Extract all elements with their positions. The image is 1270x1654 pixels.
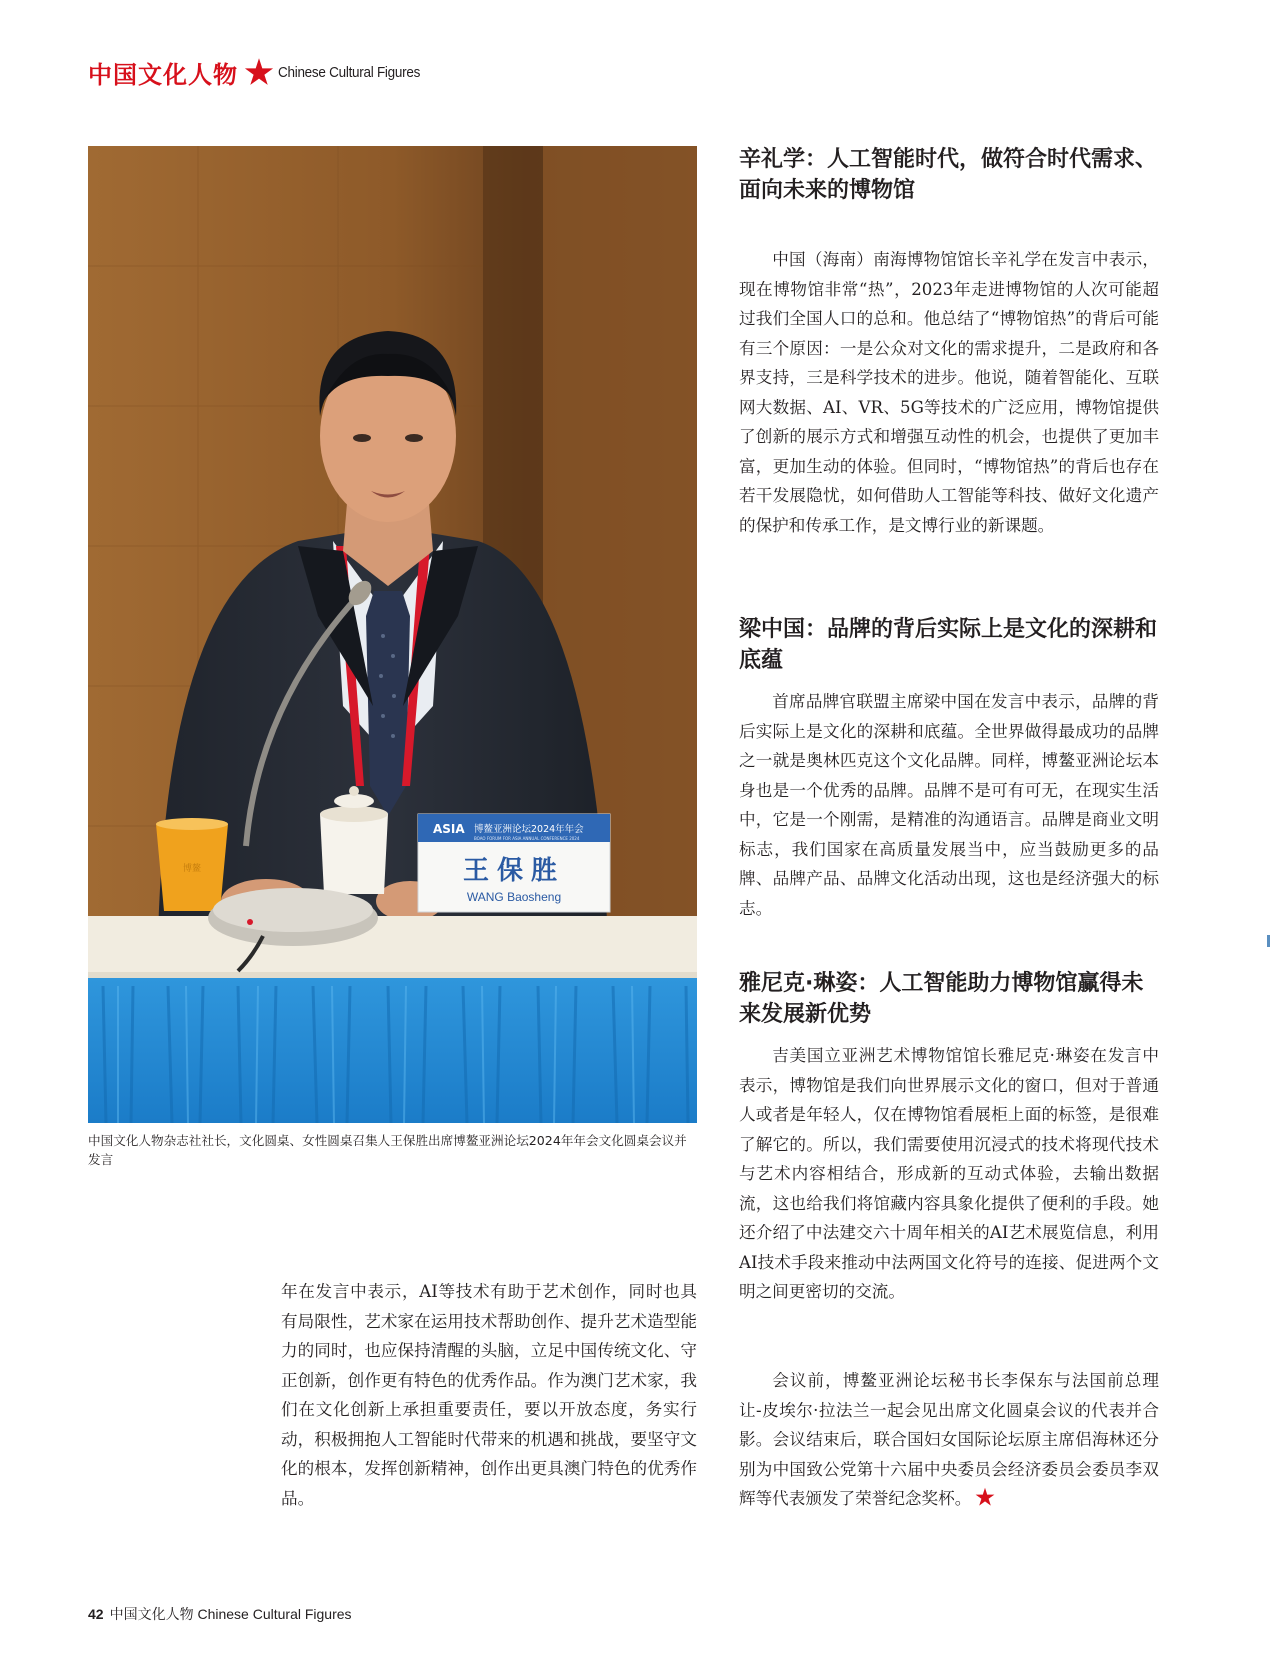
speaker-photo	[88, 146, 697, 1123]
cup-logo: 博鳌	[182, 864, 202, 874]
speaker-photo-illustration	[88, 146, 697, 1123]
section-2-heading: 梁中国：品牌的背后实际上是文化的深耕和底蕴	[739, 617, 1158, 673]
badge-logo: ASIA	[433, 822, 465, 836]
section-3-paragraph-2	[739, 1366, 1159, 1514]
page-footer	[88, 1604, 352, 1624]
section-3-paragraph-2-text: 会议前，博鳌亚洲论坛秘书长李保东与法国前总理让-皮埃尔·拉法兰一起会见出席文化圆桌会议的代表并合影。会议结束后，联合国妇女国际论坛原主席侣海林还分别为中国致公党第十六届中央委员会经济委员会委员李双辉等代表颁发了荣誉纪念奖杯。	[739, 1371, 1159, 1508]
left-column-paragraph: 年在发言中表示，AI等技术有助于艺术创作，同时也具有局限性，艺术家在运用技术帮助创作、提升艺术造型能力的同时，也应保持清醒的头脑，立足中国传统文化、守正创新，创作更有特色的优秀作品。作为澳门艺术家，我们在文化创新上承担重要责任，要以开放态度，务实行动，积极拥抱人工智能时代带来的机遇和挑战，要坚守文化的根本，发挥创新精神，创作出更具澳门特色的优秀作品。	[281, 1282, 697, 1508]
badge-header-en: BOAO FORUM FOR ASIA ANNUAL CONFERENCE 2024	[474, 836, 580, 841]
end-star-icon	[975, 1487, 995, 1507]
nameplate-en: WANG Baosheng	[466, 890, 562, 904]
nameplate-cn: 王保胜	[462, 856, 566, 886]
masthead	[88, 55, 436, 89]
footer-text: 中国文化人物 Chinese Cultural Figures	[109, 1606, 352, 1622]
masthead-en-title: Chinese Cultural Figures	[278, 63, 421, 81]
masthead-cn-title: 中国文化人物	[88, 59, 238, 89]
section-1-paragraph: 中国（海南）南海博物馆馆长辛礼学在发言中表示，现在博物馆非常“热”，2023年走进博物馆的人次可能超过我们全国人口的总和。他总结了“博物馆热”的背后可能有三个原因：一是公众对文化的需求提升，二是政府和各界支持，三是科学技术的进步。他说，随着智能化、互联网大数据、AI、VR、5G等技术的广泛应用，博物馆提供了创新的展示方式和增强互动性的机会，也提供了更加丰富，更加生动的体验。但同时，“博物馆热”的背后也存在若干发展隐忧，如何借助人工智能等科技、做好文化遗产的保护和传承工作，是文博行业的新课题。	[739, 250, 1159, 535]
red-star-icon	[244, 57, 274, 87]
page-number: 42	[88, 1606, 104, 1622]
section-3-heading: 雅尼克·琳姿：人工智能助力博物馆赢得未来发展新优势	[739, 971, 1144, 1027]
badge-header: 博鳌亚洲论坛2024年年会	[474, 824, 584, 835]
section-3-paragraph-1: 吉美国立亚洲艺术博物馆馆长雅尼克·琳姿在发言中表示，博物馆是我们向世界展示文化的窗口，但对于普通人或者是年轻人，仅在博物馆看展柜上面的标签，是很难了解它的。所以，我们需要使用沉浸式的技术将现代技术与艺术内容相结合，形成新的互动式体验，去输出数据流，这也给我们将馆藏内容具象化提供了便利的手段。她还介绍了中法建交六十周年相关的AI艺术展览信息，利用AI技术手段来推动中法两国文化符号的连接、促进两个文明之间更密切的交流。	[739, 1046, 1159, 1301]
photo-caption: 中国文化人物杂志社社长，文化圆桌、女性圆桌召集人王保胜出席博鳌亚洲论坛2024年年会文化圆桌会议并发言	[88, 1133, 687, 1167]
section-1-heading: 辛礼学：人工智能时代，做符合时代需求、面向未来的博物馆	[739, 147, 1158, 203]
section-2-paragraph: 首席品牌官联盟主席梁中国在发言中表示，品牌的背后实际上是文化的深耕和底蕴。全世界做得最成功的品牌之一就是奥林匹克这个文化品牌。同样，博鳌亚洲论坛本身也是一个优秀的品牌。品牌不是可有可无，在现实生活中，它是一个刚需，是精准的沟通语言。品牌是商业文明标志，我们国家在高质量发展当中，应当鼓励更多的品牌、品牌产品、品牌文化活动出现，这也是经济强大的标志。	[739, 692, 1159, 918]
